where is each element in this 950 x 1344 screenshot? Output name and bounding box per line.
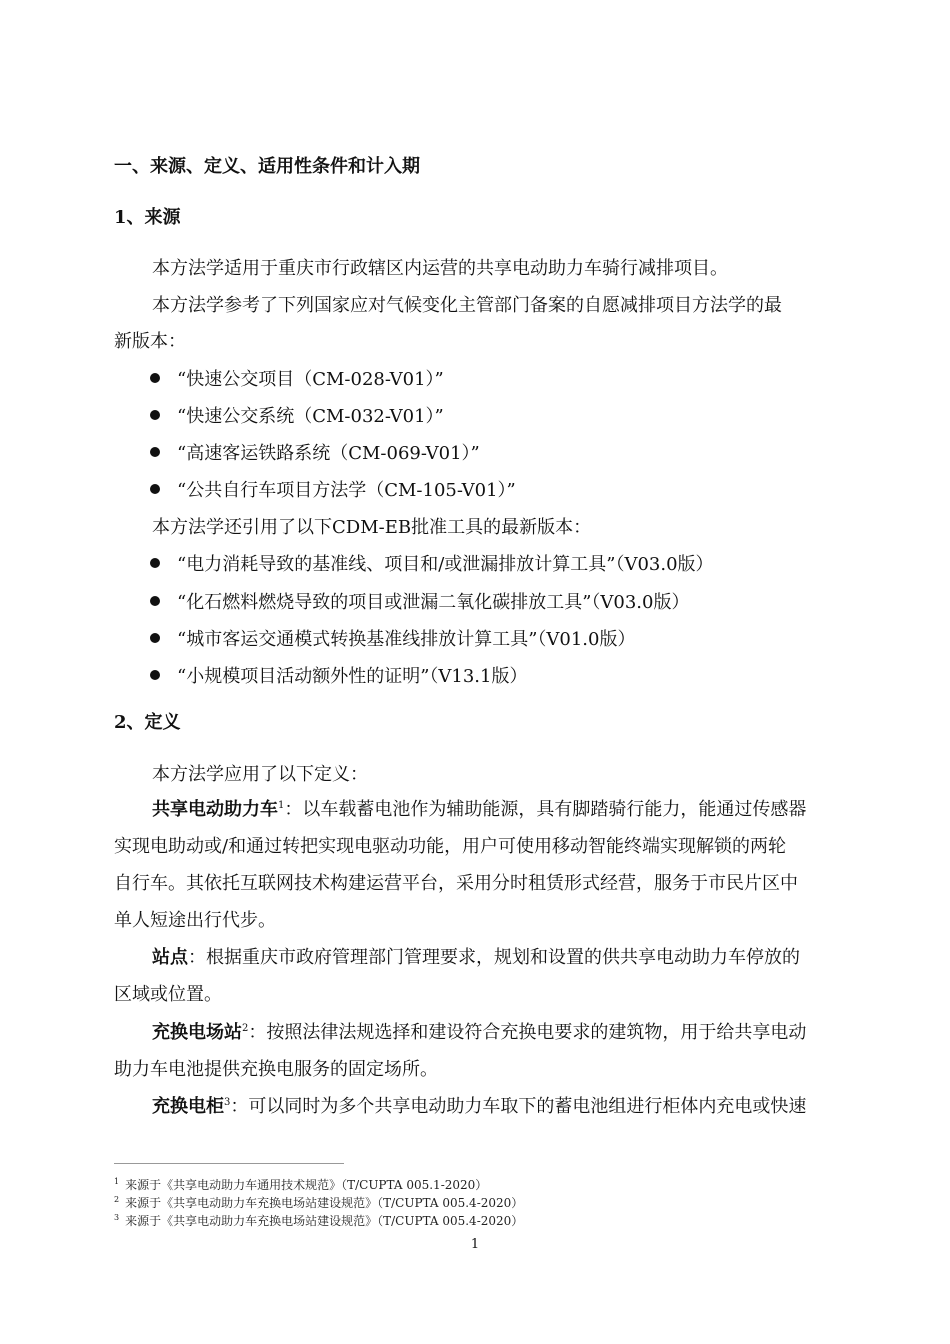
- definition-term: 充换电柜: [152, 1096, 224, 1117]
- definition-term: 站点: [152, 947, 188, 968]
- paragraph-definitions-intro: 本方法学应用了以下定义：: [152, 764, 368, 785]
- bullet-icon: [150, 447, 160, 457]
- subsection-heading-source: 1、来源: [114, 207, 181, 228]
- section-heading-1: 一、来源、定义、适用性条件和计入期: [114, 156, 420, 177]
- bullet-icon: [150, 484, 160, 494]
- paragraph-scope: 本方法学适用于重庆市行政辖区内运营的共享电动助力车骑行减排项目。: [152, 258, 728, 279]
- definition-text-line: 实现电助动或/和通过转把实现电驱动功能，用户可使用移动智能终端实现解锁的两轮: [114, 836, 787, 857]
- tool-item: “小规模项目活动额外性的证明”（V13.1版）: [177, 666, 528, 687]
- definition-charging-cabinet: 充换电柜$^3$：可以同时为多个共享电动助力车取下的蓄电池组进行柜体内充电或快速: [152, 1096, 807, 1117]
- list-item: [150, 553, 714, 577]
- definition-text-line: 助力车电池提供充换电服务的固定场所。: [114, 1059, 438, 1080]
- paragraph-references-line1: 本方法学参考了下列国家应对气候变化主管部门备案的自愿减排项目方法学的最: [152, 295, 782, 316]
- footnote: $^1$ 来源于《共享电动助力车通用技术规范》（T/CUPTA 005.1-2020）: [114, 1177, 488, 1192]
- definition-shared-ebike: 共享电动助力车$^1$：以车载蓄电池作为辅助能源，具有脚踏骑行能力，能通过传感器: [152, 799, 807, 820]
- tool-item: “城市客运交通模式转换基准线排放计算工具”（V01.0版）: [177, 629, 636, 650]
- definition-text-line: 区域或位置。: [114, 984, 222, 1005]
- definition-term: 共享电动助力车: [152, 799, 278, 820]
- page-number: 1: [470, 1237, 480, 1252]
- footnote-ref: 2: [242, 1023, 249, 1034]
- list-item: [150, 479, 516, 503]
- definition-charging-station: 充换电场站$^2$：按照法律法规选择和建设符合充换电要求的建筑物，用于给共享电动: [152, 1022, 807, 1043]
- bullet-icon: [150, 596, 160, 606]
- bullet-icon: [150, 670, 160, 680]
- definition-station: 站点：根据重庆市政府管理部门管理要求，规划和设置的供共享电动助力车停放的: [152, 947, 800, 968]
- methodology-item: “高速客运铁路系统（CM-069-V01）”: [177, 443, 480, 464]
- footnote: $^3$ 来源于《共享电动助力车充换电场站建设规范》（T/CUPTA 005.4-2020）: [114, 1213, 524, 1228]
- paragraph-tools-intro: 本方法学还引用了以下CDM-EB批准工具的最新版本：: [152, 517, 592, 538]
- footnote-ref: 1: [278, 800, 285, 811]
- list-item: [150, 442, 480, 466]
- bullet-icon: [150, 558, 160, 568]
- list-item: [150, 628, 635, 652]
- tool-item: “化石燃料燃烧导致的项目或泄漏二氧化碳排放工具”（V03.0版）: [177, 592, 690, 613]
- list-item: [150, 665, 527, 689]
- subsection-heading-definitions: 2、定义: [114, 712, 181, 733]
- list-item: [150, 405, 444, 429]
- list-item: [150, 368, 444, 392]
- definition-text-line: 单人短途出行代步。: [114, 910, 276, 931]
- footnote: $^2$ 来源于《共享电动助力车充换电场站建设规范》（T/CUPTA 005.4-2020）: [114, 1195, 524, 1210]
- paragraph-references-line2: 新版本：: [114, 331, 186, 352]
- bullet-icon: [150, 410, 160, 420]
- bullet-icon: [150, 373, 160, 383]
- methodology-item: “快速公交项目（CM-028-V01）”: [177, 369, 444, 390]
- methodology-item: “公共自行车项目方法学（CM-105-V01）”: [177, 480, 516, 501]
- list-item: [150, 591, 689, 615]
- definition-term: 充换电场站: [152, 1022, 242, 1043]
- definition-text-line: 自行车。其依托互联网技术构建运营平台，采用分时租赁形式经营，服务于市民片区中: [114, 873, 798, 894]
- methodology-item: “快速公交系统（CM-032-V01）”: [177, 406, 444, 427]
- footnote-ref: 3: [224, 1097, 231, 1108]
- tool-item: “电力消耗导致的基准线、项目和/或泄漏排放计算工具”（V03.0版）: [177, 554, 714, 575]
- bullet-icon: [150, 633, 160, 643]
- footnote-separator: [114, 1163, 344, 1164]
